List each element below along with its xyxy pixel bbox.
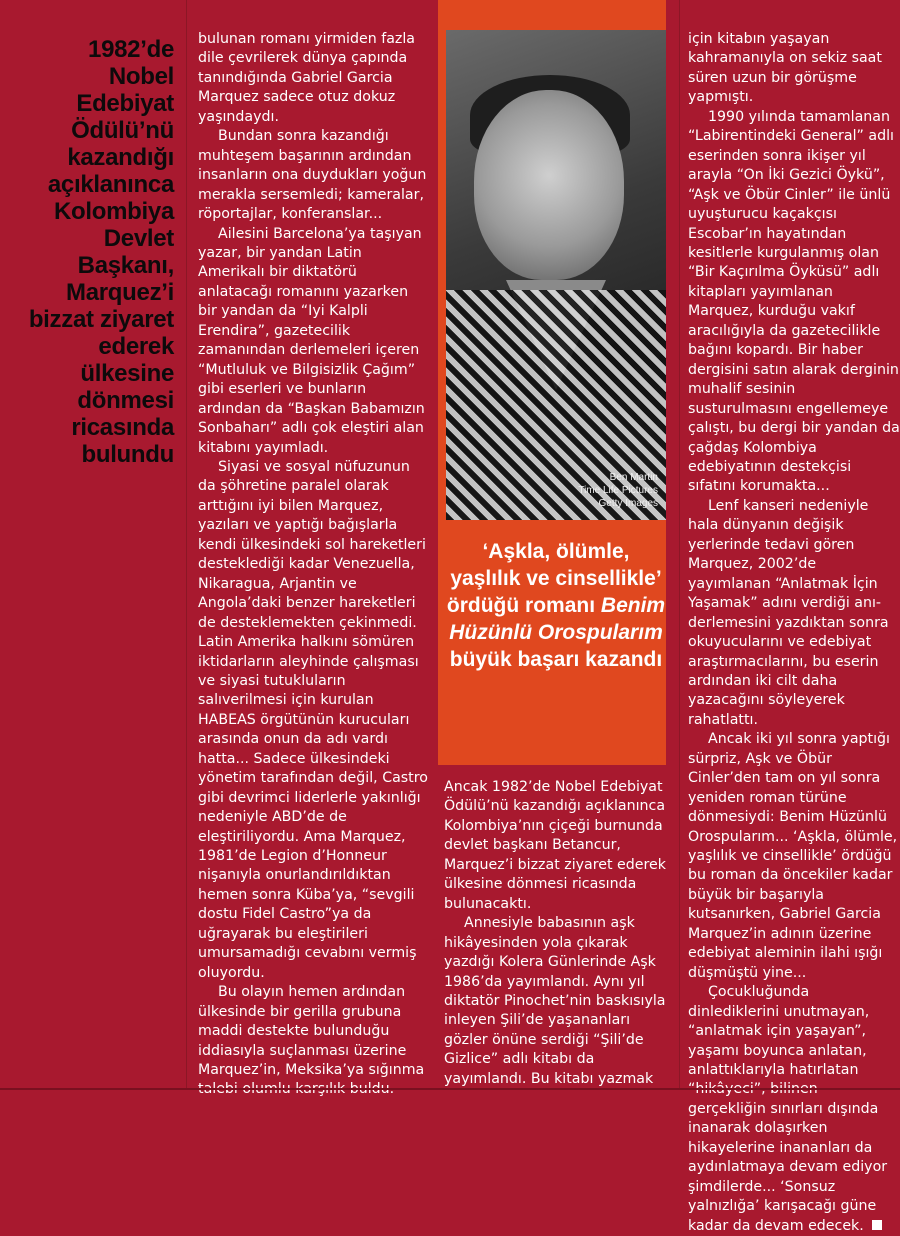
paragraph: Annesiyle babasının aşk hikâyesinden yola çıkarak yazdığı Kolera Günlerinde Aşk 1986’da yayımlandı. Aynı yıl diktatör Pinochet’nin baskısıyla inleyen Şili’de yaşananları gözler önüne serdiği “Şili’de Gizlice” adlı kitabı da yayımlandı. Bu kitabı yazmak — [444, 915, 666, 1087]
box-pull-quote — [446, 538, 666, 673]
photo-credit-line: Getty Images — [598, 498, 658, 509]
book-title: Benim Hüzünlü Orospularım — [449, 594, 666, 644]
photo-credit-line: Ben Martin — [609, 472, 658, 483]
photo-face — [474, 90, 624, 280]
paragraph: Bu olayın hemen ardından ülkesinde bir gerilla grubuna maddi destekte bulunduğu iddiasıyla suçlanması üzerine Marquez’in, Meksika’ya sığınma — [198, 984, 425, 1079]
paragraph-text: Çocukluğunda dinlediklerini unutmayan, “anlatmak için yaşayan”, yaşamı boyunca anlatan, anlattıklarıyla hatırlatan gerçekliğin sınırları dışında inanarak dolaşırken hikayelerine inananları da aydınlatmaya devam ediyor şimdilerde... ‘Sonsuz yalnızlığa’ karışacağı güne kadar da devam edecek. — [688, 984, 888, 1234]
paragraph: Lenf kanseri nedeniyle hala dünyanın değişik yerlerinde tedavi gören Marquez, 2002’de yayımlanan “Anlatmak İçin Yaşamak” adını verdiği anı-derlemesini yazdıktan sonra okuyucularını ve edebiyat araştırmacılarını, bu eserin ardından iki cilt daha yazacağını söyleyerek rahatlattı. — [688, 497, 889, 728]
paragraph: için kitabın yaşayan kahramanıyla on sekiz saat süren uzun bir görüşme yapmıştı. — [688, 31, 882, 106]
box-quote-text: ‘Aşkla, ölümle, yaşlılık ve cinsellikle’ ördüğü romanı — [446, 540, 662, 617]
paragraph: Siyasi ve sosyal nüfuzunun da şöhretine paralel olarak arttığını iyi bilen Marquez, yazıları ve yaptığı bağışlarla kendi ülkesindeki sol hareketleri desteklediği kadar Venezuella, Nikaragua, Arjantin ve Angola’daki benzer hareketleri de desteklemekten çekinmedi. Latin Amerika halkını sömüren iktidarların aleyhinde çalışması ve siyasi tutukluların salıverilmesi için kurulan HABEAS örgütünün kurucuları arasında onun da adı vardı hatta... Sadece ülkesindeki yönetim tarafından değil, Castro gibi devrimci liderlerle yakınlığı nedeniyle ABD’de de eleştiriliyordu. Ama Marquez, 1981’de Legion d’Honneur nişanıyla onurlandırıldıktan hemen sonra Küba’ya, “sevgili dostu Fidel Castro”ya da uğrayarak bu eleştirileri umursamadığı cevabını vermiş oluyordu. — [198, 458, 428, 981]
paragraph: bulunan romanı yirmiden fazla dile çevrilerek dünya çapında tanındığında Gabriel Garcia Marquez sadece otuz dokuz yaşındaydı. — [198, 31, 415, 125]
paragraph — [688, 983, 900, 1236]
paragraph: Ancak iki yıl sonra yaptığı sürpriz, Aşk ve Öbür Cinler’den tam on yıl sonra yeniden roman türüne dönmesiydi: Benim Hüzünlü Orospularım... ‘Aşkla, ölümle, yaşlılık ve cinsellikle’ ördüğü bu roman da öncekiler kadar büyük bir başarıyla kutsanırken, Gabriel Garcia Marquez’in adının üzerine edebiyat aleminin ilahi ışığı düşmüştü yine... — [688, 731, 898, 981]
bottom-rule — [0, 1088, 900, 1090]
end-mark-icon — [872, 1220, 882, 1230]
author-photo — [446, 30, 666, 520]
pull-quote: 1982’de Nobel Edebiyat Ödülü’nü kazandığı açıklanınca Kolombiya Devlet Başkanı, Marquez’i bizzat ziyaret ederek ülkesine dönmesi ricasında bulundu — [28, 36, 174, 468]
paragraph: 1990 yılında tamamlanan “Labirentindeki General” adlı eserinden sonra ikişer yıl arayla “On İki Gezici Öykü”, “Aşk ve Öbür Cinler” ile ünlü uyuşturucu kaçakçısı Escobar’ın hayatından kesitlerle kurgulanmış olan “Bir Kaçırılma Öyküsü” adlı kitapları yayımlanan Marquez, kurduğu vakıf aracılığıyla da gazetecilikle bağını kopardı. Bir haber dergisini satın alarak derginin muhalif sesinin susturulmasını engellemeye çalıştı, bu dergi bir yandan da çağdaş Kolombiya edebiyatının destekçisi sıfatını korumakta... — [688, 108, 900, 495]
photo-credit — [578, 471, 658, 510]
photo-credit-line: Time Life Pictures — [578, 485, 658, 496]
paragraph: Ancak 1982’de Nobel Edebiyat Ödülü’nü kazandığı açıklanınca Kolombiya’nın çiçeği burnunda devlet başkanı Betancur, Marquez’i bizzat ziyaret ederek ülkesine dönmesi ricasında bulunacaktı. — [444, 779, 666, 912]
box-quote-text: büyük başarı kazandı — [449, 648, 663, 671]
column-divider — [186, 0, 187, 1090]
article-column-1 — [198, 30, 430, 1100]
paragraph: Ailesini Barcelona’ya taşıyan yazar, bir yandan Latin Amerikalı bir diktatörü anlatacağı romanını yazarken bir yandan da “Iyi Kalpli Erendira”, gazetecilik zamanından derlemeleri içeren “Mutluluk ve Bilgisizlik Çağım” gibi eserleri ve bunların ardından da “Başkan Babamızın Sonbaharı” adlı çok eleştiri alan kitabını yayımladı. — [198, 225, 425, 456]
article-column-2 — [444, 778, 666, 1089]
paragraph: Bundan sonra kazandığı muhteşem başarının ardından insanların ona duydukları yoğun merakla sersemledi; kameralar, röportajlar, konferanslar... — [198, 128, 427, 223]
article-column-3 — [688, 30, 900, 1236]
column-divider — [679, 0, 680, 1090]
